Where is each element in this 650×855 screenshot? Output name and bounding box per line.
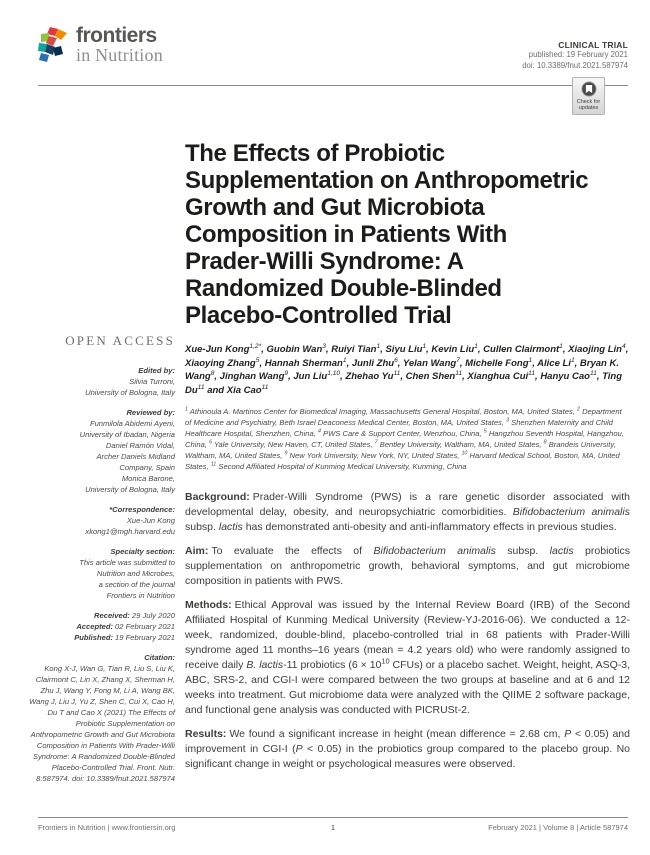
doi-link[interactable]: doi: 10.3389/fnut.2021.587974 <box>522 60 628 70</box>
header-meta <box>522 40 628 71</box>
crossmark-icon <box>581 81 597 97</box>
published-date-side: Published: 19 February 2021 <box>74 633 175 642</box>
article-type-label: CLINICAL TRIAL <box>558 40 628 50</box>
abstract <box>185 490 630 772</box>
abstract-results: Results: We found a significant increase in height (mean difference = 2.68 cm, P < 0.05) and improvement in CGI-I (P < 0.05) in the probiotics group compared to the placebo group. No significant change in weight or psychological measures were observed. <box>185 728 630 770</box>
history-dates-block <box>28 610 175 643</box>
received-date: Received: 29 July 2020 <box>94 611 175 620</box>
edited-by-names: Silvia Turroni, University of Bologna, Italy <box>85 377 175 397</box>
reviewed-by-names: Funmilola Abidemi Ayeni, University of Ibadan, Nigeria Daniel Ramón Vidal, Archer Daniels Midland Company, Spain Monica Barone, University of Bologna, Italy <box>79 419 175 494</box>
open-access-label: OPEN ACCESS <box>65 333 175 348</box>
check-for-updates-badge[interactable] <box>572 77 605 115</box>
article-main-column <box>185 140 630 781</box>
journal-name: frontiers <box>76 24 157 47</box>
abstract-background: Background: Prader-Willi Syndrome (PWS) is a rare genetic disorder associated with developmental delay, obesity, and neuropsychiatric comorbidities. Bifidobacterium animalis subsp. lactis has demonstrated anti-obesity and anti-inflammatory effects in previous studies. <box>185 491 630 533</box>
journal-wordmark <box>76 26 163 65</box>
citation-block <box>28 652 175 784</box>
frontiers-logo-icon <box>38 26 70 64</box>
page-number: 1 <box>330 823 336 832</box>
check-for-updates-label: Check for updates <box>576 99 601 111</box>
abstract-aim: Aim: To evaluate the effects of Bifidobacterium animalis subsp. lactis probiotics supplementation on anthropometric growth, behavioral symptoms, and gut microbiome composition in patients with PWS. <box>185 545 630 587</box>
specialty-section-label: Specialty section: <box>110 547 175 556</box>
correspondence-email-link[interactable]: xkong1@mgh.harvard.edu <box>85 527 175 536</box>
reviewed-by-block <box>28 407 175 495</box>
specialty-section-text: This article was submitted to Nutrition and Microbes, a section of the journal Frontiers in Nutrition <box>79 558 175 600</box>
affiliations: $^1$ Athinoula A. Martinos Center for Biomedical Imaging, Massachusetts General Hospital, Boston, MA, United States, $^2$ Department of Medicine and Psychiatry, Beth Israel Deaconess Medical Center, Boston, MA, United States, $^3$ Shenzhen Maternity and Child Healthcare Hospital, Shenzhen, China, $^4$ PWS Care & Support Center, Wenzhou, China, $^5$ Hangzhou Seventh Hospital, Hangzhou, China, $^6$ Yale University, New Haven, CT, United States, $^7$ Bentley University, Waltham, MA, United States, $^8$ Brandeis University, Waltham, MA, United States, $^9$ New York University, New York, NY, United States, $^{10}$ Harvard Medical School, Boston, MA, United States, $^{11}$ Second Affiliated Hospital of Kunming Medical University, Kunming, China <box>185 406 624 471</box>
article-title: The Effects of Probiotic Supplementation on Anthropometric Growth and Gut Microbiota Composition in Patients With Prader-Willi Syndrome: A Randomized Double-Blinded Placebo-Controlled Trial <box>185 140 589 329</box>
article-sidebar <box>28 333 175 793</box>
footer-journal-link[interactable]: Frontiers in Nutrition | www.frontiersin.org <box>38 823 176 832</box>
footer-issue-info: February 2021 | Volume 8 | Article 587974 <box>488 823 628 832</box>
edited-by-label: Edited by: <box>138 366 175 375</box>
abstract-methods: Methods: Ethical Approval was issued by the Internal Review Board (IRB) of the Second Affiliated Hospital of Kunming Medical University (Review-YJ-2016-06). We conducted a 12-week, randomized, double-blind, placebo-controlled trial in 68 patients with Prader-Willi syndrome aged 11 months–16 years (mean = 4.2 years old) who were randomly assigned to receive daily B. lactis-11 probiotics ($6 \times 10^{10}$ CFUs) or a placebo sachet. Weight, height, ASQ-3, ABC, SRS-2, and CGI-I were compared between the two groups at baseline and at 6 and 12 weeks into treatment. Gut microbiome data were analyzed with the QIIME 2 software package, and functional gene analysis was conducted with PICRUSt-2. <box>185 599 630 716</box>
journal-logo <box>38 26 163 65</box>
citation-label: Citation: <box>144 653 175 662</box>
specialty-section-block <box>28 546 175 601</box>
correspondence-block <box>28 504 175 537</box>
correspondence-label: *Correspondence: <box>109 505 175 514</box>
correspondence-name: Xue-Jun Kong <box>126 516 175 525</box>
author-list: Xue-Jun Kong$^{1,2*}$, Guobin Wan$^3$, Ruiyi Tian$^1$, Siyu Liu$^1$, Kevin Liu$^1$, Cullen Clairmont$^1$, Xiaojing Lin$^4$, Xiaoying Zhang$^5$, Hannah Sherman$^1$, Junli Zhu$^6$, Yelan Wang$^7$, Michelle Fong$^1$, Alice Li$^1$, Bryan K. Wang$^8$, Jinghan Wang$^9$, Jun Liu$^{1,10}$, Zhehao Yu$^{11}$, Chen Shen$^{11}$, Xianghua Cui$^{11}$, Hanyu Cao$^{11}$, Ting Du$^{11}$ and Xia Cao$^{11}$ <box>185 342 629 396</box>
edited-by-block <box>28 365 175 398</box>
accepted-date: Accepted: 02 February 2021 <box>76 622 175 631</box>
header-divider <box>38 85 628 86</box>
journal-subtitle: in Nutrition <box>76 45 163 65</box>
reviewed-by-label: Reviewed by: <box>126 408 175 417</box>
citation-text: Kong X-J, Wan G, Tian R, Liu S, Liu K, Clairmont C, Lin X, Zhang X, Sherman H, Zhu J, Wang Y, Fong M, Li A, Wang BK, Wang J, Liu J, Yu Z, Shen C, Cui X, Cao H, Du T and Cao X (2021) The Effects of Probiotic Supplementation on Anthropometric Growth and Gut Microbiota Composition in Patients With Prader-Willi Syndrome: A Randomized Double-Blinded Placebo-Controlled Trial. Front. Nutr. 8:587974. doi: 10.3389/fnut.2021.587974 <box>29 664 175 783</box>
published-date: published: 19 February 2021 <box>528 50 628 59</box>
footer-divider <box>38 817 628 818</box>
